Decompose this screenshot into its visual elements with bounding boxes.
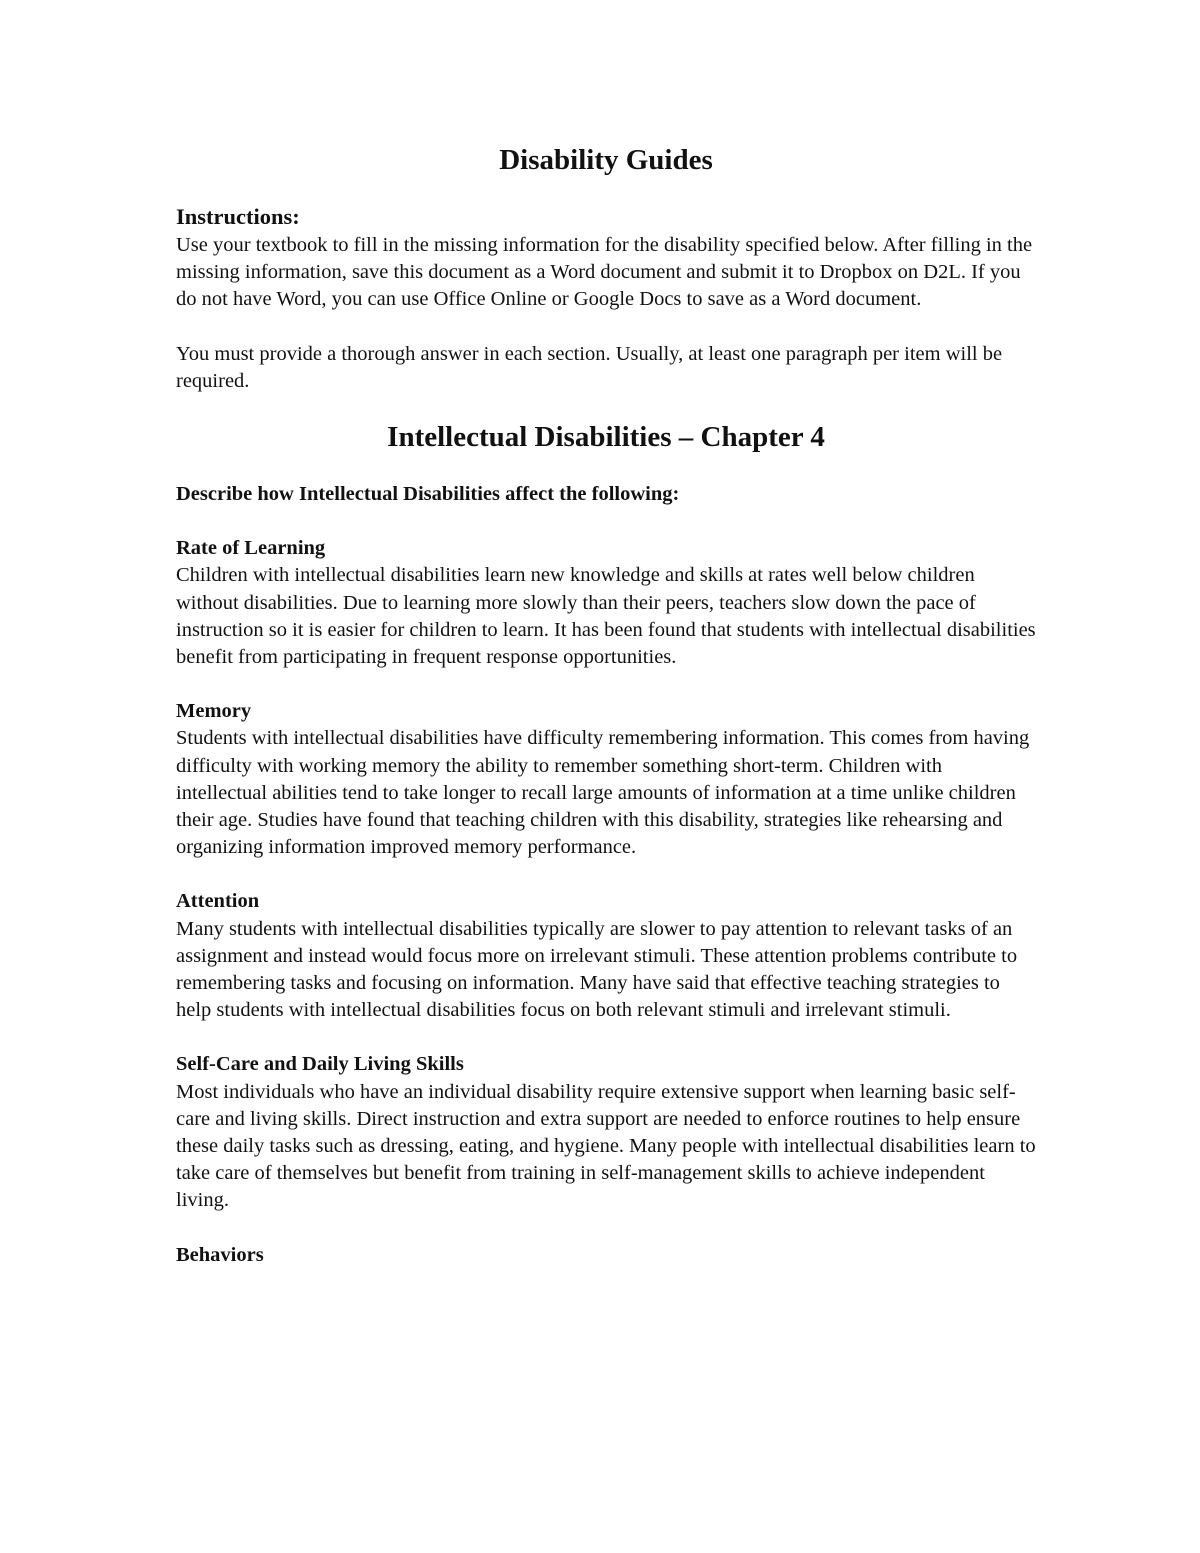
document-title: Disability Guides (499, 144, 713, 176)
section-behaviors (176, 1242, 1036, 1269)
requirement-text: You must provide a thorough answer in each section. Usually, at least one paragraph per item will be required. (176, 342, 1003, 392)
chapter-title: Intellectual Disabilities – Chapter 4 (387, 421, 825, 454)
document-page (176, 140, 1036, 1296)
instructions-text: Use your textbook to fill in the missing information for the disability specified below. After filling in the missing information, save this document as a Word document and submit it to Dropbox on D2L. If you do not have Word, you can use Office Online or Google Docs to save as a Word document. (176, 234, 1033, 311)
section-heading: Rate of Learning (176, 537, 326, 560)
section-memory (176, 698, 1036, 861)
section-heading: Attention (176, 890, 260, 913)
section-self-care (176, 1051, 1036, 1214)
section-heading: Self-Care and Daily Living Skills (176, 1053, 464, 1076)
section-attention (176, 888, 1036, 1024)
section-heading: Memory (176, 700, 252, 723)
section-body: Most individuals who have an individual disability require extensive support when learning basic self-care and living skills. Direct instruction and extra support are needed to enforce routines to help ensure these daily tasks such as dressing, eating, and hygiene. Many people with intellectual disabilities learn to take care of themselves but benefit from training in self-management skills to achieve independent living. (176, 1080, 1036, 1212)
section-prompt: Describe how Intellectual Disabilities affect the following: (176, 483, 680, 506)
section-heading: Behaviors (176, 1243, 264, 1266)
section-body: Students with intellectual disabilities have difficulty remembering information. This comes from having difficulty with working memory the ability to remember something short-term. Children with intellectual abilities tend to take longer to recall large amounts of information at a time unlike children their age. Studies have found that teaching children with this disability, strategies like rehearsing and organizing information improved memory performance. (176, 727, 1030, 859)
section-body: Many students with intellectual disabilities typically are slower to pay attention to relevant tasks of an assignment and instead would focus more on irrelevant stimuli. These attention problems contribute to remembering tasks and focusing on information. Many have said that effective teaching strategies to help students with intellectual disabilities focus on both relevant stimuli and irrelevant stimuli. (176, 917, 1018, 1022)
section-rate-of-learning (176, 535, 1036, 671)
instructions-label: Instructions: (176, 204, 300, 229)
section-body: Children with intellectual disabilities learn new knowledge and skills at rates well below children without disabilities. Due to learning more slowly than their peers, teachers slow down the pace of instruction so it is easier for children to learn. It has been found that students with intellectual disabilities benefit from participating in frequent response opportunities. (176, 564, 1036, 669)
